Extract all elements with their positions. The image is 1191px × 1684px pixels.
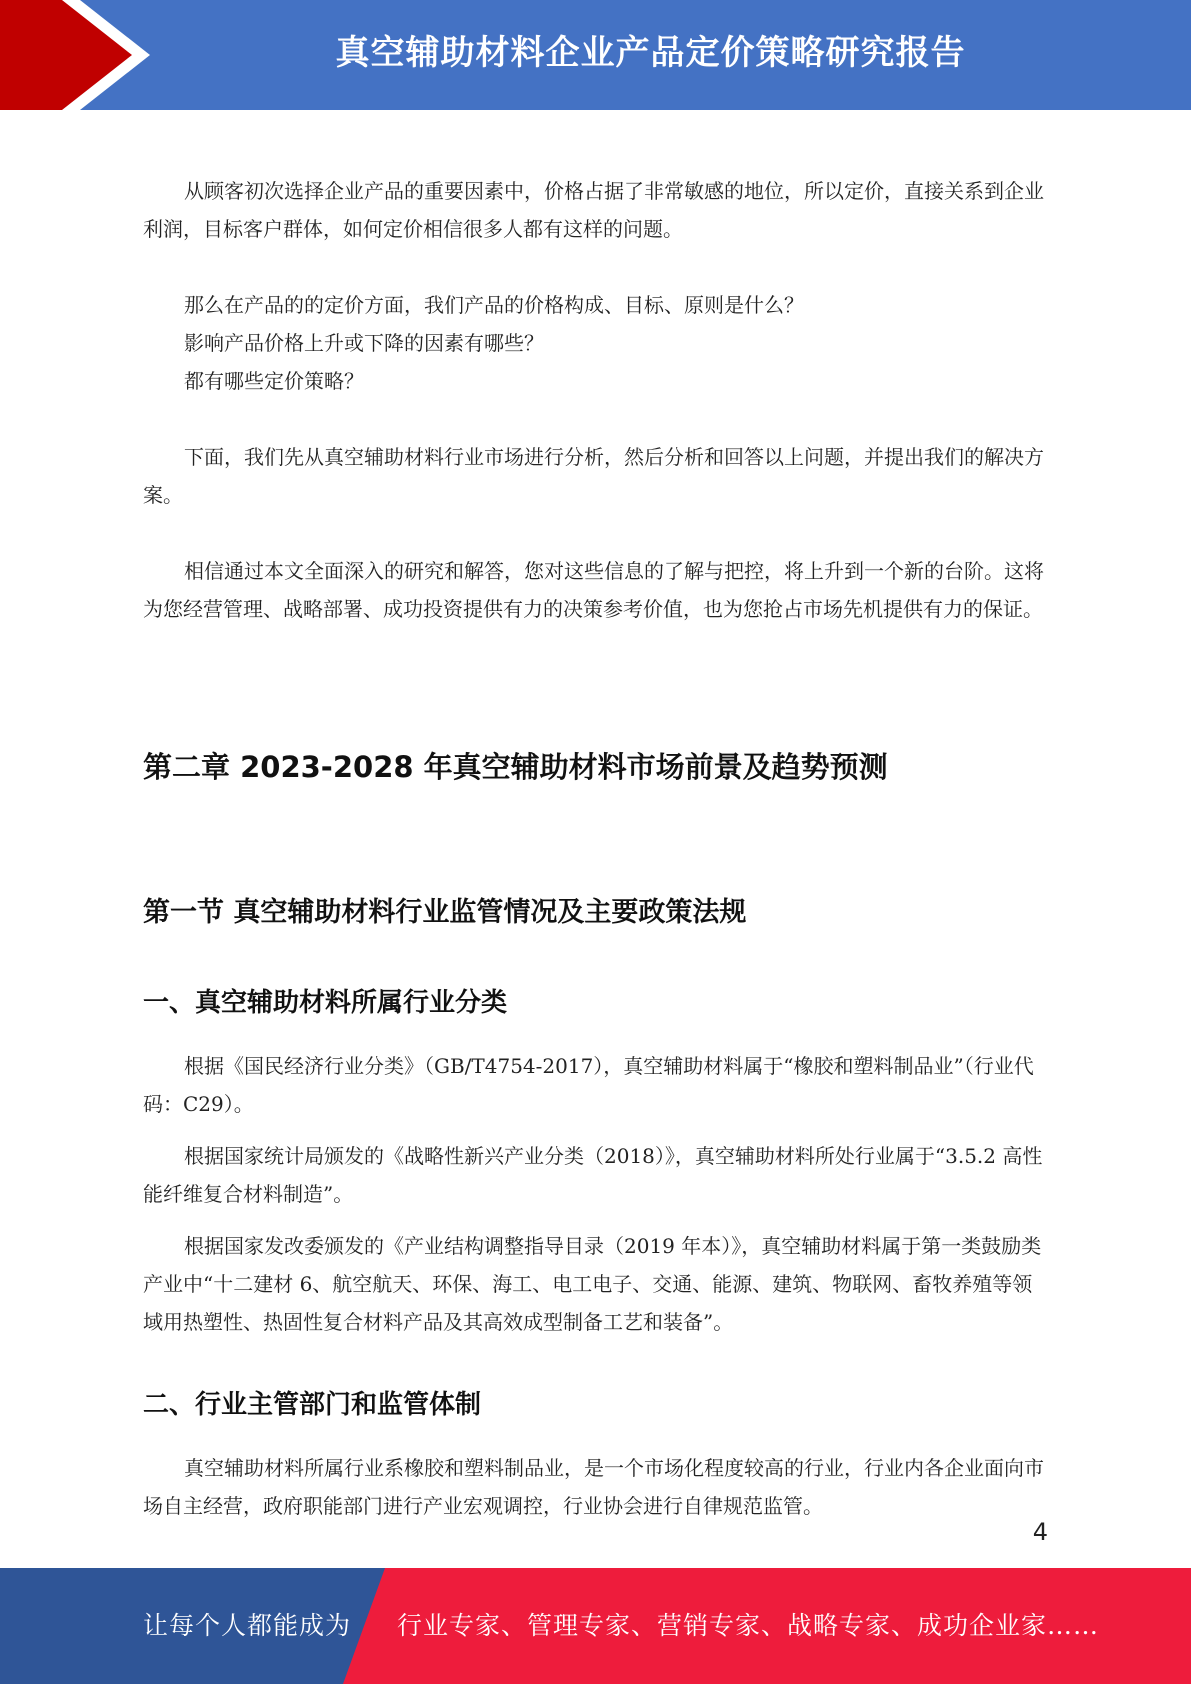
subsection-body	[143, 1449, 1048, 1525]
intro-paragraph: 相信通过本文全面深入的研究和解答，您对这些信息的了解与把控，将上升到一个新的台阶。这将为您经营管理、战略部署、成功投资提供有力的决策参考价值，也为您抢占市场先机提供有力的保证。	[143, 559, 1044, 621]
intro-paragraph: 从顾客初次选择企业产品的重要因素中，价格占据了非常敏感的地位，所以定价，直接关系到企业利润，目标客户群体，如何定价相信很多人都有这样的问题。	[143, 179, 1044, 241]
body-paragraph: 根据国家统计局颁发的《战略性新兴产业分类（2018）》，真空辅助材料所处行业属于“3.5.2 高性能纤维复合材料制造”。	[143, 1144, 1043, 1206]
intro-question: 那么在产品的的定价方面，我们产品的价格构成、目标、原则是什么？	[184, 293, 804, 317]
body-paragraph: 根据国家发改委颁发的《产业结构调整指导目录（2019 年本）》，真空辅助材料属于第一类鼓励类产业中“十二建材 6、航空航天、环保、海工、电工电子、交通、能源、建筑、物联网、畜牧养殖等领域用热塑性、热固性复合材料产品及其高效成型制备工艺和装备”。	[143, 1234, 1042, 1334]
intro-question: 影响产品价格上升或下降的因素有哪些？	[184, 331, 544, 355]
body-paragraph: 根据《国民经济行业分类》（GB/T4754-2017），真空辅助材料属于“橡胶和塑料制品业”（行业代码：C29）。	[143, 1054, 1034, 1116]
page-header	[0, 0, 1191, 110]
subsection-title: 一、真空辅助材料所属行业分类	[143, 988, 508, 1018]
subsection-body	[143, 1047, 1048, 1341]
intro-section	[143, 172, 1048, 628]
footer-tagline: 行业专家、管理专家、营销专家、战略专家、成功企业家……	[397, 1611, 1100, 1640]
page-number: 4	[1032, 1518, 1048, 1546]
subsection-title: 二、行业主管部门和监管体制	[143, 1390, 482, 1420]
chapter-title: 第二章 2023-2028 年真空辅助材料市场前景及趋势预测	[143, 750, 888, 784]
header-title: 真空辅助材料企业产品定价策略研究报告	[335, 33, 966, 73]
intro-paragraph: 下面，我们先从真空辅助材料行业市场进行分析，然后分析和回答以上问题，并提出我们的解决方案。	[143, 445, 1044, 507]
intro-question: 都有哪些定价策略？	[184, 369, 364, 393]
footer-slogan: 让每个人都能成为	[143, 1611, 352, 1640]
body-paragraph: 真空辅助材料所属行业系橡胶和塑料制品业，是一个市场化程度较高的行业，行业内各企业面向市场自主经营，政府职能部门进行产业宏观调控，行业协会进行自律规范监管。	[143, 1456, 1044, 1518]
page-footer	[0, 1568, 1191, 1684]
section-title: 第一节 真空辅助材料行业监管情况及主要政策法规	[143, 897, 747, 928]
